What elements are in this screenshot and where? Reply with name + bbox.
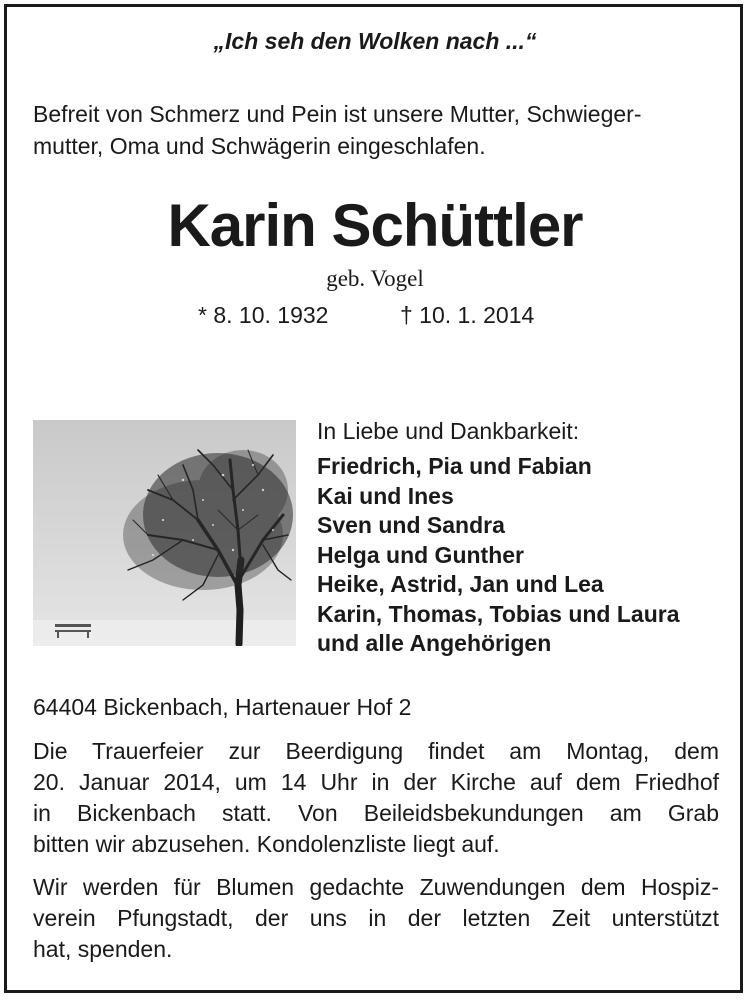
funeral-line: in Bickenbach statt. Von Beileidsbekundungen am Grab — [33, 800, 719, 826]
mourner-entry: Sven und Sandra — [317, 512, 505, 538]
winter-tree-image — [33, 420, 296, 646]
donation-line: hat, spenden. — [33, 936, 173, 962]
motto-quote: „Ich seh den Wolken nach ...“ — [213, 28, 537, 54]
funeral-line: 20. Januar 2014, um 14 Uhr in der Kirche auf dem Friedhof — [33, 769, 719, 795]
funeral-line: bitten wir abzusehen. Kondolenzliste liegt auf. — [33, 831, 500, 857]
donation-line: verein Pfungstadt, der uns in der letzten Zeit unterstützt — [33, 905, 719, 931]
intro-line: Befreit von Schmerz und Pein ist unsere Mutter, Schwieger- — [33, 101, 642, 127]
mourner-entry: Kai und Ines — [317, 482, 454, 509]
mourner-entry: Heike, Astrid, Jan und Lea — [317, 571, 604, 597]
deceased-name: Karin Schüttler — [167, 192, 583, 259]
mourner-entry: und alle Angehörigen — [317, 630, 552, 656]
mourner-entry: Helga und Gunther — [317, 541, 524, 568]
intro-text — [33, 98, 719, 162]
mourner-entry: Friedrich, Pia und Fabian — [317, 453, 592, 479]
donation-line: Wir werden für Blumen gedachte Zuwendungen dem Hospiz- — [33, 874, 719, 900]
mourners-list — [317, 452, 680, 659]
funeral-announcement — [33, 736, 719, 860]
mourner-entry: Karin, Thomas, Tobias und Laura — [317, 600, 680, 627]
donation-note — [33, 872, 719, 965]
birth-date: * 8. 10. 1932 — [198, 302, 329, 328]
funeral-line: Die Trauerfeier zur Beerdigung findet am Montag, dem — [33, 738, 719, 764]
intro-line: mutter, Oma und Schwägerin eingeschlafen. — [33, 133, 486, 159]
death-date: † 10. 1. 2014 — [400, 302, 535, 328]
family-address: 64404 Bickenbach, Hartenauer Hof 2 — [33, 694, 412, 720]
mourners-label: In Liebe und Dankbarkeit: — [317, 418, 580, 444]
born-name: geb. Vogel — [326, 266, 424, 291]
